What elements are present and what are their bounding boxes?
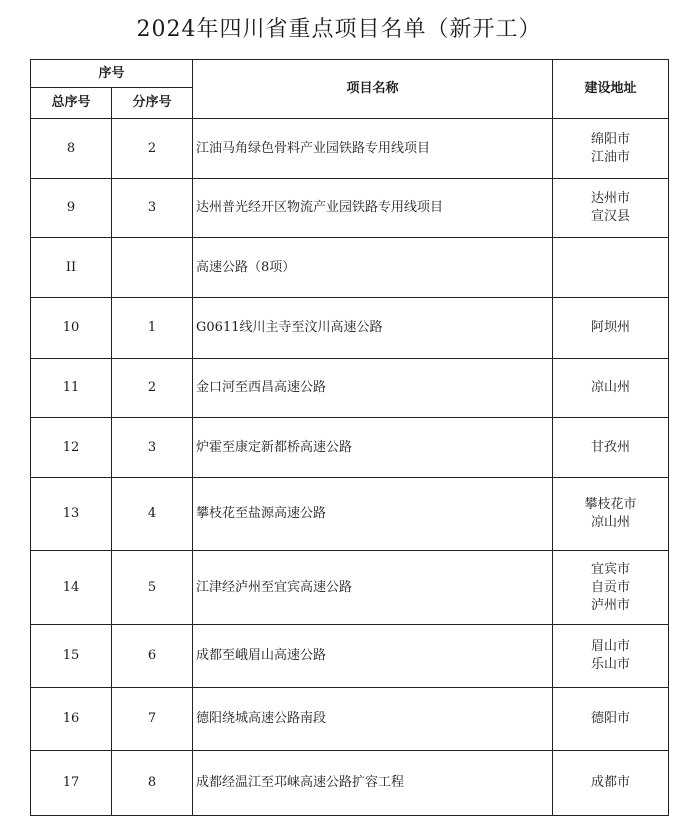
sub-seq-cell	[112, 238, 193, 298]
table-row	[31, 551, 669, 625]
location-cell	[553, 418, 669, 478]
location-cell	[553, 688, 669, 751]
sub-seq-cell: 8	[112, 751, 193, 816]
location-cell	[553, 359, 669, 418]
page-title: 2024年四川省重点项目名单（新开工）	[136, 17, 542, 42]
location-line: 绵阳市	[591, 131, 631, 147]
total-seq-cell: 10	[31, 298, 112, 359]
header-location: 建设地址	[553, 60, 669, 119]
header-total-seq: 总序号	[31, 88, 112, 119]
project-table	[30, 59, 669, 816]
project-name-cell: 江津经泸州至宜宾高速公路	[193, 551, 553, 625]
header-sub-seq: 分序号	[112, 88, 193, 119]
location-line: 甘孜州	[591, 439, 631, 455]
sub-seq-cell: 2	[112, 359, 193, 418]
project-name-cell: 德阳绕城高速公路南段	[193, 688, 553, 751]
table-row	[31, 298, 669, 359]
location-cell	[553, 298, 669, 359]
total-seq-cell: 11	[31, 359, 112, 418]
table-row	[31, 751, 669, 816]
total-seq-cell: 13	[31, 478, 112, 551]
sub-seq-cell: 3	[112, 418, 193, 478]
location-line: 宜宾市	[591, 561, 631, 577]
location-line: 自贡市	[591, 579, 631, 595]
total-seq-cell: 12	[31, 418, 112, 478]
table-row	[31, 478, 669, 551]
table-row	[31, 359, 669, 418]
location-cell	[553, 751, 669, 816]
total-seq-cell: 9	[31, 179, 112, 238]
table-row	[31, 179, 669, 238]
location-cell	[553, 119, 669, 179]
location-line: 宣汉县	[591, 209, 631, 224]
location-line: 阿坝州	[591, 320, 631, 335]
location-line: 德阳市	[591, 711, 631, 726]
sub-seq-cell: 4	[112, 478, 193, 551]
location-line: 凉山州	[591, 515, 631, 530]
location-line: 乐山市	[591, 657, 631, 672]
location-cell	[553, 551, 669, 625]
total-seq-cell: 15	[31, 625, 112, 688]
location-line: 泸州市	[591, 597, 631, 613]
location-line: 凉山州	[591, 380, 631, 395]
table-row	[31, 688, 669, 751]
location-cell	[553, 238, 669, 298]
location-line: 攀枝花市	[584, 497, 637, 512]
project-name-cell: 金口河至西昌高速公路	[193, 359, 553, 418]
sub-seq-cell: 2	[112, 119, 193, 179]
project-name-cell: 江油马角绿色骨料产业园铁路专用线项目	[193, 119, 553, 179]
total-seq-cell: II	[31, 238, 112, 298]
project-name-cell: 成都经温江至邛崃高速公路扩容工程	[193, 751, 553, 816]
location-cell	[553, 625, 669, 688]
table-row	[31, 625, 669, 688]
sub-seq-cell: 3	[112, 179, 193, 238]
project-name-cell: 成都至峨眉山高速公路	[193, 625, 553, 688]
header-seq-group: 序号	[31, 60, 193, 88]
location-line: 眉山市	[591, 639, 631, 654]
total-seq-cell: 17	[31, 751, 112, 816]
total-seq-cell: 8	[31, 119, 112, 179]
project-name-cell: 攀枝花至盐源高速公路	[193, 478, 553, 551]
table-row	[31, 119, 669, 179]
project-name-cell: 炉霍至康定新都桥高速公路	[193, 418, 553, 478]
project-name-cell: G0611线川主寺至汶川高速公路	[193, 298, 553, 359]
total-seq-cell: 16	[31, 688, 112, 751]
sub-seq-cell: 7	[112, 688, 193, 751]
sub-seq-cell: 1	[112, 298, 193, 359]
location-cell	[553, 179, 669, 238]
total-seq-cell: 14	[31, 551, 112, 625]
sub-seq-cell: 6	[112, 625, 193, 688]
location-line: 达州市	[591, 191, 631, 206]
project-name-cell: 达州普光经开区物流产业园铁路专用线项目	[193, 179, 553, 238]
table-row	[31, 418, 669, 478]
location-line: 江油市	[591, 149, 631, 165]
location-cell	[553, 478, 669, 551]
table-row	[31, 238, 669, 298]
header-project-name: 项目名称	[193, 60, 553, 119]
sub-seq-cell: 5	[112, 551, 193, 625]
project-name-cell: 高速公路（8项）	[193, 238, 553, 298]
location-line: 成都市	[591, 775, 631, 790]
